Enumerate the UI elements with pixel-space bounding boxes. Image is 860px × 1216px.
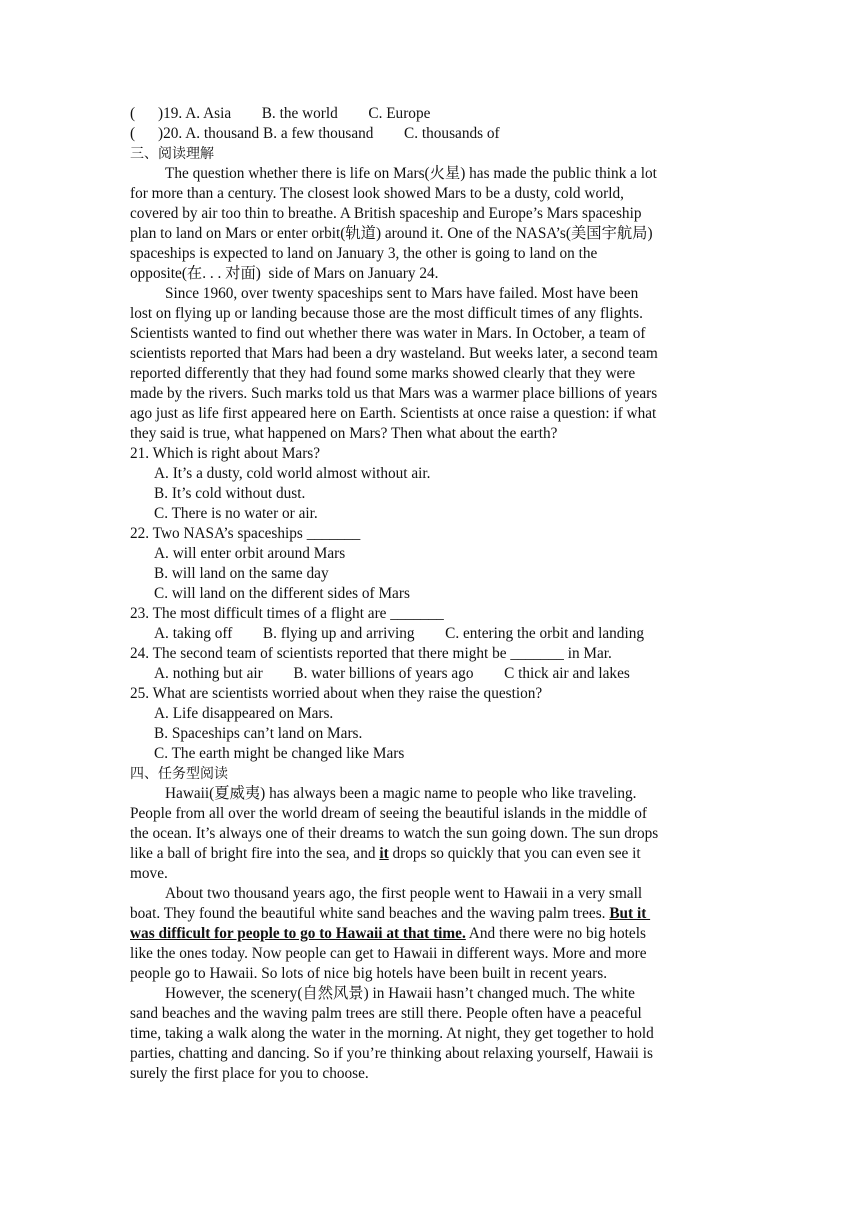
text-line: they said is true, what happened on Mars? Then what about the earth?	[130, 425, 558, 442]
text-line: 24. The second team of scientists reported that there might be _______ in Mar.	[130, 645, 612, 662]
text-line: Since 1960, over twenty spaceships sent to Mars have failed. Most have been	[165, 285, 639, 302]
underlined-text: it	[379, 845, 389, 862]
text-line: However, the scenery(自然风景) in Hawaii hasn’t changed much. The white	[165, 985, 635, 1002]
text-line: time, taking a walk along the water in the morning. At night, they get together to hold	[130, 1025, 654, 1042]
text-line: sand beaches and the waving palm trees are still there. People often have a peaceful	[130, 1005, 642, 1022]
text-line: was difficult for people to go to Hawaii at that time. And there were no big hotels	[130, 925, 646, 942]
text-line: 22. Two NASA’s spaceships _______	[130, 525, 361, 542]
text-line: 21. Which is right about Mars?	[130, 445, 321, 462]
text-line: ago just as life first appeared here on Earth. Scientists at once raise a question: if what	[130, 405, 657, 422]
text-line: made by the rivers. Such marks told us that Mars was a warmer place billions of years	[130, 385, 658, 402]
text-line: plan to land on Mars or enter orbit(轨道) around it. One of the NASA’s(美国宇航局)	[130, 225, 653, 242]
text-line: lost on flying up or landing because those are the most difficult times of any flights.	[130, 305, 643, 322]
text-line: About two thousand years ago, the first people went to Hawaii in a very small	[165, 885, 643, 902]
answer-option: A. Life disappeared on Mars.	[154, 705, 334, 722]
answer-option: B. It’s cold without dust.	[154, 485, 306, 502]
text-line: The question whether there is life on Mars(火星) has made the public think a lot	[165, 165, 657, 182]
text-line: ( )20. A. thousand B. a few thousand C. thousands of	[130, 125, 500, 142]
text-line: spaceships is expected to land on January 3, the other is going to land on the	[130, 245, 598, 262]
text-line: Scientists wanted to find out whether there was water in Mars. In October, a team of	[130, 325, 646, 342]
text-line: the ocean. It’s always one of their dreams to watch the sun going down. The sun drops	[130, 825, 659, 842]
text-line: Hawaii(夏威夷) has always been a magic name to people who like traveling.	[165, 785, 637, 802]
text-line: covered by air too thin to breathe. A British spaceship and Europe’s Mars spaceship	[130, 205, 642, 222]
answer-option: A. will enter orbit around Mars	[154, 545, 346, 562]
answer-option: C. The earth might be changed like Mars	[154, 745, 405, 762]
text-line: scientists reported that Mars had been a dry wasteland. But weeks later, a second team	[130, 345, 658, 362]
answer-option: B. Spaceships can’t land on Mars.	[154, 725, 363, 742]
answer-option: C. will land on the different sides of Mars	[154, 585, 410, 602]
text-line: 23. The most difficult times of a flight are _______	[130, 605, 444, 622]
underlined-text: But it	[609, 905, 651, 922]
answer-option: C. There is no water or air.	[154, 505, 318, 522]
text-line: like a ball of bright fire into the sea, and it drops so quickly that you can even see it	[130, 845, 641, 862]
section-heading: 三、阅读理解	[130, 146, 214, 162]
answer-option: A. nothing but air B. water billions of years ago C thick air and lakes	[154, 665, 630, 682]
section-heading: 四、任务型阅读	[130, 766, 228, 782]
document-page	[130, 104, 730, 1084]
text-line: boat. They found the beautiful white sand beaches and the waving palm trees. But it	[130, 905, 651, 922]
text-line: ( )19. A. Asia B. the world C. Europe	[130, 105, 431, 122]
text-line: surely the first place for you to choose.	[130, 1065, 369, 1082]
text-line: opposite(在. . . 对面) side of Mars on January 24.	[130, 265, 439, 282]
answer-option: A. It’s a dusty, cold world almost without air.	[154, 465, 431, 482]
text-line: for more than a century. The closest look showed Mars to be a dusty, cold world,	[130, 185, 624, 202]
text-line: move.	[130, 865, 168, 882]
text-line: reported differently that they had found some marks showed clearly that they were	[130, 365, 636, 382]
text-line: 25. What are scientists worried about when they raise the question?	[130, 685, 543, 702]
text-line: parties, chatting and dancing. So if you’re thinking about relaxing yourself, Hawaii is	[130, 1045, 653, 1062]
text-line: People from all over the world dream of seeing the beautiful islands in the middle of	[130, 805, 647, 822]
text-line: people go to Hawaii. So lots of nice big hotels have been built in recent years.	[130, 965, 608, 982]
text-line: like the ones today. Now people can get to Hawaii in different ways. More and more	[130, 945, 647, 962]
answer-option: B. will land on the same day	[154, 565, 329, 582]
answer-option: A. taking off B. flying up and arriving C. entering the orbit and landing	[154, 625, 644, 642]
underlined-text: was difficult for people to go to Hawaii at that time.	[130, 925, 466, 942]
